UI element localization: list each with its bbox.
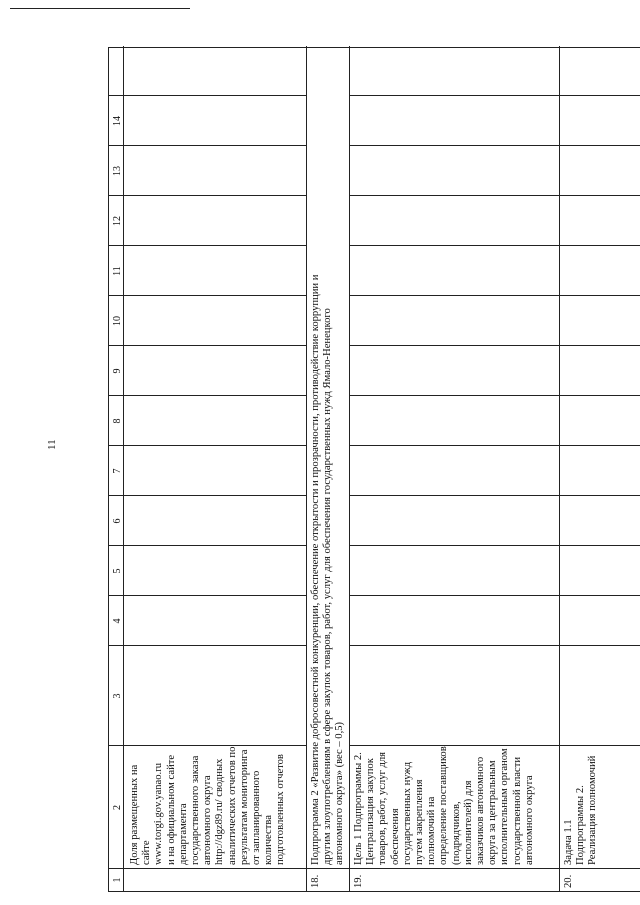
text-line: аналитических отчетов по: [226, 746, 238, 865]
text-line: обеспечения: [389, 808, 401, 865]
column-header: 10: [112, 316, 123, 326]
text-line: количества: [263, 815, 275, 865]
col-divider: [109, 245, 306, 246]
text-line: исполнителей) для: [462, 780, 474, 865]
row-text-block: [353, 746, 536, 865]
col-divider: [109, 445, 306, 446]
row-number: 18.: [310, 874, 321, 888]
text-line: государственных нужд: [401, 761, 413, 865]
col-divider: [349, 195, 640, 196]
col-divider: [109, 868, 640, 869]
data-table: [108, 47, 640, 892]
header-row-divider: [123, 46, 124, 891]
rotated-table-page: [108, 47, 640, 892]
col-divider: [349, 295, 640, 296]
text-line: округа за центральным: [487, 760, 499, 865]
text-line: автономного округа: [523, 775, 535, 865]
column-header: 13: [112, 166, 123, 176]
text-line: Централизация закупок: [365, 758, 377, 865]
col-divider: [349, 495, 640, 496]
text-line: заказчиков автономного: [475, 756, 487, 865]
column-header: 11: [112, 266, 123, 276]
text-line: путем закрепления: [414, 779, 426, 865]
column-header: 5: [112, 568, 123, 574]
col-divider: [109, 345, 306, 346]
text-line: (подрядчиков,: [450, 801, 462, 865]
text-line: Задача 1.1: [563, 819, 574, 865]
text-line: сайте: [141, 840, 153, 865]
row-number: 20.: [563, 874, 574, 888]
col-divider: [109, 545, 306, 546]
col-divider: [349, 345, 640, 346]
col-divider: [109, 95, 306, 96]
text-line: государственного заказа: [190, 755, 202, 865]
col-divider: [349, 445, 640, 446]
column-header: 6: [112, 518, 123, 524]
text-line: Подпрограмма 2 «Развитие добросовестной конкуренции, обеспечение открытости и прозрачности, противодействие коррупции и: [310, 274, 321, 865]
text-line: полномочий на: [426, 796, 438, 865]
text-line: исполнительным органом: [499, 748, 511, 865]
column-header: 7: [112, 468, 123, 474]
text-line: http://dgz89.ru/ сводных: [214, 758, 226, 865]
text-line: Подпрограммы 2.: [575, 785, 587, 865]
text-line: товаров, работ, услуг для: [377, 751, 389, 865]
col-divider: [349, 395, 640, 396]
column-header: 8: [112, 418, 123, 424]
col-divider: [109, 195, 306, 196]
col-divider: [349, 145, 640, 146]
text-line: Доля размещенных на: [129, 764, 140, 865]
text-line: от запланированного: [251, 770, 263, 865]
row-number: 19.: [353, 874, 364, 888]
col-divider: [109, 145, 306, 146]
row-text-block: [310, 275, 347, 865]
col-divider: [349, 245, 640, 246]
col-divider: [109, 395, 306, 396]
col-divider: [349, 645, 640, 646]
text-line: департамента: [177, 803, 189, 865]
col-divider: [349, 545, 640, 546]
text-line: результатам мониторинга: [238, 749, 250, 865]
top-rule: [10, 8, 190, 9]
column-header: 12: [112, 216, 123, 226]
column-header: 2: [112, 805, 123, 810]
row-divider-18: [306, 46, 307, 891]
column-header: 14: [112, 116, 123, 126]
col-divider: [349, 595, 640, 596]
col-divider: [109, 645, 306, 646]
page-number: 11: [46, 439, 58, 450]
col-divider: [109, 495, 306, 496]
text-line: Реализация полномочий: [587, 755, 599, 865]
column-header: 3: [112, 693, 123, 699]
text-line: автономного округа: [202, 775, 214, 865]
column-header: 4: [112, 618, 123, 624]
col-divider: [109, 595, 306, 596]
column-header: 9: [112, 368, 123, 374]
col-divider: [109, 295, 306, 296]
text-line: другим злоупотреблениям в сфере закупок товаров, работ, услуг для обеспечения государственных нужд Ямало-Ненецкого: [322, 308, 334, 865]
row-text-block: [129, 747, 288, 865]
row-text-block: [563, 756, 600, 865]
text-line: автономного округа» (вес – 0,5): [334, 721, 346, 865]
text-line: и на официальном сайте: [165, 754, 177, 865]
text-line: государственной власти: [511, 756, 523, 865]
text-line: подготовленных отчетов: [275, 754, 287, 865]
row-divider-20: [559, 46, 560, 891]
text-line: определение поставщиков: [438, 746, 450, 865]
col-divider: [349, 95, 640, 96]
text-line: www.torgi.gov.yanao.ru: [153, 763, 165, 865]
row-divider-19: [349, 46, 350, 891]
column-header: 1: [112, 877, 123, 883]
text-line: Цель 1 Подпрограммы 2.: [353, 752, 364, 865]
